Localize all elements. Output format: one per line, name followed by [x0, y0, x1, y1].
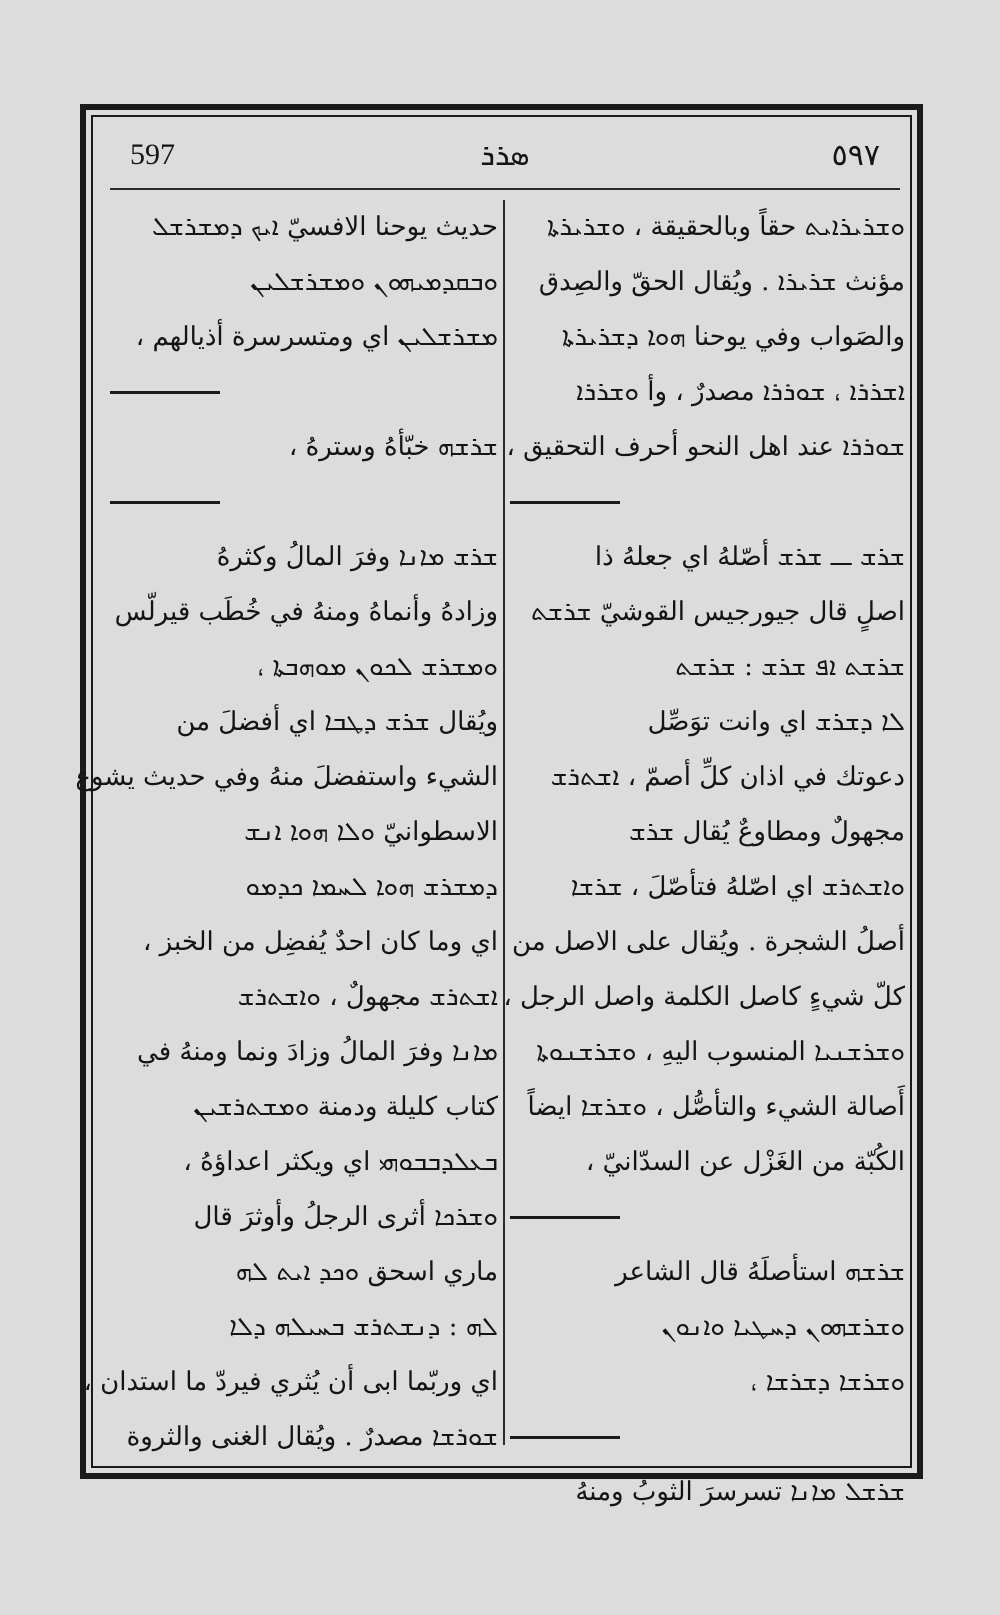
text-line: كتاب كليلة ودمنة ܘܡܫܬܪܫܝܢ — [193, 1092, 498, 1122]
text-line: ܫܪܫܗ استأصلَهُ قال الشاعر — [615, 1257, 905, 1287]
text-line: ماري اسحق ܘܟܕ ܐܝܬ ܠܗ — [235, 1257, 498, 1287]
text-line: اي وما كان احدٌ يُفضِل من الخبز ، — [142, 927, 498, 957]
text-line: الشيء واستفضلَ منهُ وفي حديث يشوع — [75, 762, 498, 792]
text-line: الاسطوانيّ ܘܠܐ ܗܘܐ ܐܢܫ — [244, 817, 498, 847]
entry-separator — [510, 1190, 905, 1245]
text-line: اصلٍ قال جيورجيس القوشيّ ܫܪܫܬ — [530, 597, 905, 627]
running-head: ܣܪܪ — [480, 138, 530, 173]
text-line: ܠܗ : ܕܢܫܬܪܫ ܒܚܝܠܗ ܕܠܐ — [229, 1312, 498, 1342]
text-line: ܘܫܪܝܪܐܝܬ حقاً وبالحقيقة ، ܘܫܪܝܪܬܐ — [546, 212, 905, 242]
text-line: ܐܫܬܪܫ مجهولٌ ، ܘܐܫܬܪܫ — [237, 982, 498, 1012]
page-number-latin: 597 — [130, 138, 175, 171]
text-line: ܡܐܢܐ وفرَ المالُ وزادَ ونما ومنهُ في — [137, 1037, 498, 1067]
text-line: حديث يوحنا الافسيّ ܐܝܟ ܕܡܫܪܫܠ — [151, 212, 498, 242]
text-line: وزادهُ وأنماهُ ومنهُ في خُطَب قيرلّس — [114, 597, 498, 627]
text-line: مؤنث ܫܪܝܪܐ . ويُقال الحقّ والصِدق — [538, 267, 905, 297]
text-line: ܘܡܫܪܫ ܠܟܘܢ ܡܘܗܒܬܐ ، — [257, 652, 498, 682]
text-line: ܫܘܪܫܐ مصدرٌ . ويُقال الغنى والثروة — [126, 1422, 498, 1452]
text-line: ܘܫܪܫܐ ܕܫܪܫܐ ، — [750, 1367, 905, 1397]
text-line: ܫܪܫ ــ ܫܪܫ أصّلهُ اي جعلهُ ذا — [594, 542, 905, 572]
page-header — [110, 128, 900, 188]
text-line: ܘܫܪܟܐ أثرى الرجلُ وأوثرَ قال — [193, 1202, 498, 1232]
text-line: ܫܪܫܠ ܡܐܢܐ تسرسرَ الثوبُ ومنهُ — [575, 1477, 905, 1507]
entry-separator — [510, 1410, 905, 1465]
entry-separator — [510, 475, 905, 530]
page-number-arabic: ٥٩٧ — [831, 138, 880, 173]
text-line: ܘܐܫܬܪܫ اي اصّلهُ فتأصّلَ ، ܫܪܫܐ — [570, 872, 905, 902]
text-line: ܕܡܫܪܫ ܗܘܐ ܠܚܡܐ ܟܕܡܘ — [245, 872, 498, 902]
text-line: ܫܪܫܗ خبّأهُ وسترهُ ، — [288, 432, 498, 462]
entry-separator — [110, 475, 498, 530]
text-line: ܫܪܫ ܡܐܢܐ وفرَ المالُ وكثرهُ — [216, 542, 498, 572]
text-line: الكُبّة من الغَزْل عن السدّانيّ ، — [585, 1147, 905, 1177]
text-line: دعوتك في اذان كلِّ أصمّ ، ܐܫܬܪܫ — [550, 762, 905, 792]
text-line: ܡܫܪܫܠܝܢ اي ومتسرسرة أذيالهم ، — [135, 322, 498, 352]
header-rule — [110, 188, 900, 190]
right-column — [503, 200, 905, 1507]
text-line: والصَواب وفي يوحنا ܗܘܐ ܕܫܪܝܪܬܐ — [561, 322, 905, 352]
text-line: ܘܫܪܫܗܘܢ ܕܚܛܝܐ ܘܐܢܘܢ — [661, 1312, 905, 1342]
entry-separator — [110, 365, 498, 420]
text-line: أصلُ الشجرة . ويُقال على الاصل من — [511, 927, 905, 957]
text-line: أَصالة الشيء والتأصُّل ، ܘܫܪܫܐ ايضاً — [527, 1092, 905, 1122]
text-line: ܐܫܪܪܐ ، ܫܘܪܪܐ مصدرٌ ، وأ ܘܫܪܪܐ — [576, 377, 905, 407]
text-line: ܘܫܪܫܢܝܐ المنسوب اليهِ ، ܘܫܪܫܢܘܬܐ — [536, 1037, 905, 1067]
text-line: كلّ شيءٍ كاصل الكلمة واصل الرجل ، — [503, 982, 905, 1012]
column-divider — [503, 200, 505, 1445]
text-line: اي وربّما ابى أن يُثري فيردّ ما استدان ، — [83, 1367, 498, 1397]
text-line: ܫܪܫܬ ܐܦ ܫܪܫ : ܫܪܫܬ — [675, 652, 905, 682]
text-line: ܫܘܪܪܐ عند اهل النحو أحرف التحقيق ، — [506, 432, 905, 462]
text-line: مجهولٌ ومطاوعٌ يُقال ܫܪܫ — [629, 817, 905, 847]
text-line: ويُقال ܫܪܫ ܕܛܒܐ اي أفضلَ من — [176, 707, 498, 737]
text-line: ܠܐ ܕܫܪܫ اي وانت توَصِّل — [647, 707, 905, 737]
text-line: ܘܒܩܕܡܝܗܘܢ ܘܡܫܪܫܠܝܢ — [250, 267, 498, 297]
left-column — [75, 200, 498, 1452]
text-line: ܒܥܠܕܒܒܘܗܝ اي ويكثر اعداؤهُ ، — [183, 1147, 498, 1177]
